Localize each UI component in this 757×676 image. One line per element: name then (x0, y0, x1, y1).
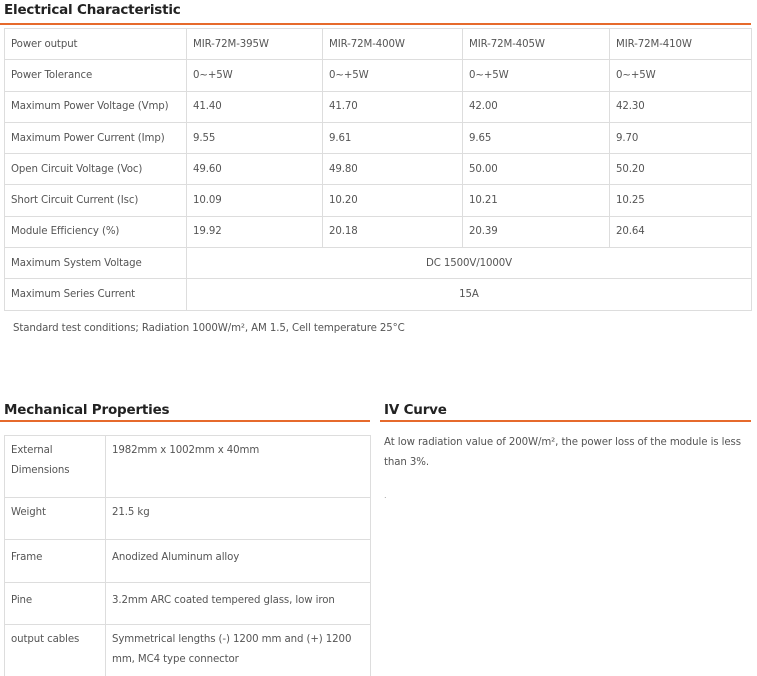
cell-value: 49.60 (187, 154, 323, 185)
iv-curve-title-rule (380, 420, 751, 422)
cell-value: 0~+5W (463, 60, 610, 91)
iv-curve-image-placeholder: . (384, 491, 387, 500)
cell-value: 10.09 (187, 185, 323, 216)
table-row (5, 29, 752, 60)
cell-value: MIR-72M-400W (323, 29, 463, 60)
row-label: output cables (5, 625, 106, 676)
cell-value: 19.92 (187, 216, 323, 247)
row-label: Frame (5, 540, 106, 583)
table-row (5, 91, 752, 122)
iv-curve-title: IV Curve (384, 402, 447, 418)
merged-cell-value: DC 1500V/1000V (187, 248, 752, 279)
table-row (5, 540, 371, 583)
cell-value: 49.80 (323, 154, 463, 185)
cell-value: 50.00 (463, 154, 610, 185)
cell-value: 9.55 (187, 122, 323, 153)
cell-value: Anodized Aluminum alloy (106, 540, 371, 583)
table-row (5, 498, 371, 540)
row-label: Maximum Power Voltage (Vmp) (5, 91, 187, 122)
iv-curve-description: At low radiation value of 200W/m², the power loss of the module is less than 3%. (384, 437, 741, 468)
cell-value: 1982mm x 1002mm x 40mm (106, 436, 371, 498)
mechanical-title: Mechanical Properties (4, 402, 170, 418)
cell-value: 42.00 (463, 91, 610, 122)
cell-value: 50.20 (610, 154, 752, 185)
table-row (5, 154, 752, 185)
cell-value: 3.2mm ARC coated tempered glass, low iron (106, 583, 371, 625)
row-label: Maximum System Voltage (5, 248, 187, 279)
row-label: Power output (5, 29, 187, 60)
row-label: Pine (5, 583, 106, 625)
cell-value: 0~+5W (187, 60, 323, 91)
electrical-title: Electrical Characteristic (4, 2, 181, 18)
mechanical-title-rule (0, 420, 370, 422)
row-label: Maximum Series Current (5, 279, 187, 310)
table-row (5, 248, 752, 279)
cell-value: 0~+5W (323, 60, 463, 91)
row-label: Maximum Power Current (Imp) (5, 122, 187, 153)
row-label: Module Efficiency (%) (5, 216, 187, 247)
cell-value: 21.5 kg (106, 498, 371, 540)
cell-value: 9.70 (610, 122, 752, 153)
cell-value: 0~+5W (610, 60, 752, 91)
row-label: Open Circuit Voltage (Voc) (5, 154, 187, 185)
cell-value: Symmetrical lengths (-) 1200 mm and (+) 1200 mm, MC4 type connector (106, 625, 371, 676)
table-row (5, 185, 752, 216)
table-row (5, 436, 371, 498)
cell-value: 9.65 (463, 122, 610, 153)
table-row (5, 60, 752, 91)
cell-value: 10.25 (610, 185, 752, 216)
cell-value: MIR-72M-405W (463, 29, 610, 60)
table-row (5, 122, 752, 153)
cell-value: 42.30 (610, 91, 752, 122)
table-row (5, 625, 371, 676)
electrical-title-rule (0, 23, 751, 25)
mechanical-table (4, 435, 371, 676)
electrical-table (4, 28, 752, 311)
cell-value: 41.40 (187, 91, 323, 122)
cell-value: 10.21 (463, 185, 610, 216)
row-label: Short Circuit Current (Isc) (5, 185, 187, 216)
table-row (5, 279, 752, 310)
cell-value: MIR-72M-410W (610, 29, 752, 60)
merged-cell-value: 15A (187, 279, 752, 310)
test-conditions-note: Standard test conditions; Radiation 1000W/m², AM 1.5, Cell temperature 25°C (13, 323, 405, 334)
cell-value: 41.70 (323, 91, 463, 122)
table-row (5, 216, 752, 247)
row-label: Weight (5, 498, 106, 540)
cell-value: MIR-72M-395W (187, 29, 323, 60)
cell-value: 20.18 (323, 216, 463, 247)
cell-value: 20.39 (463, 216, 610, 247)
cell-value: 10.20 (323, 185, 463, 216)
row-label: Power Tolerance (5, 60, 187, 91)
row-label: External Dimensions (5, 436, 106, 498)
table-row (5, 583, 371, 625)
cell-value: 20.64 (610, 216, 752, 247)
cell-value: 9.61 (323, 122, 463, 153)
